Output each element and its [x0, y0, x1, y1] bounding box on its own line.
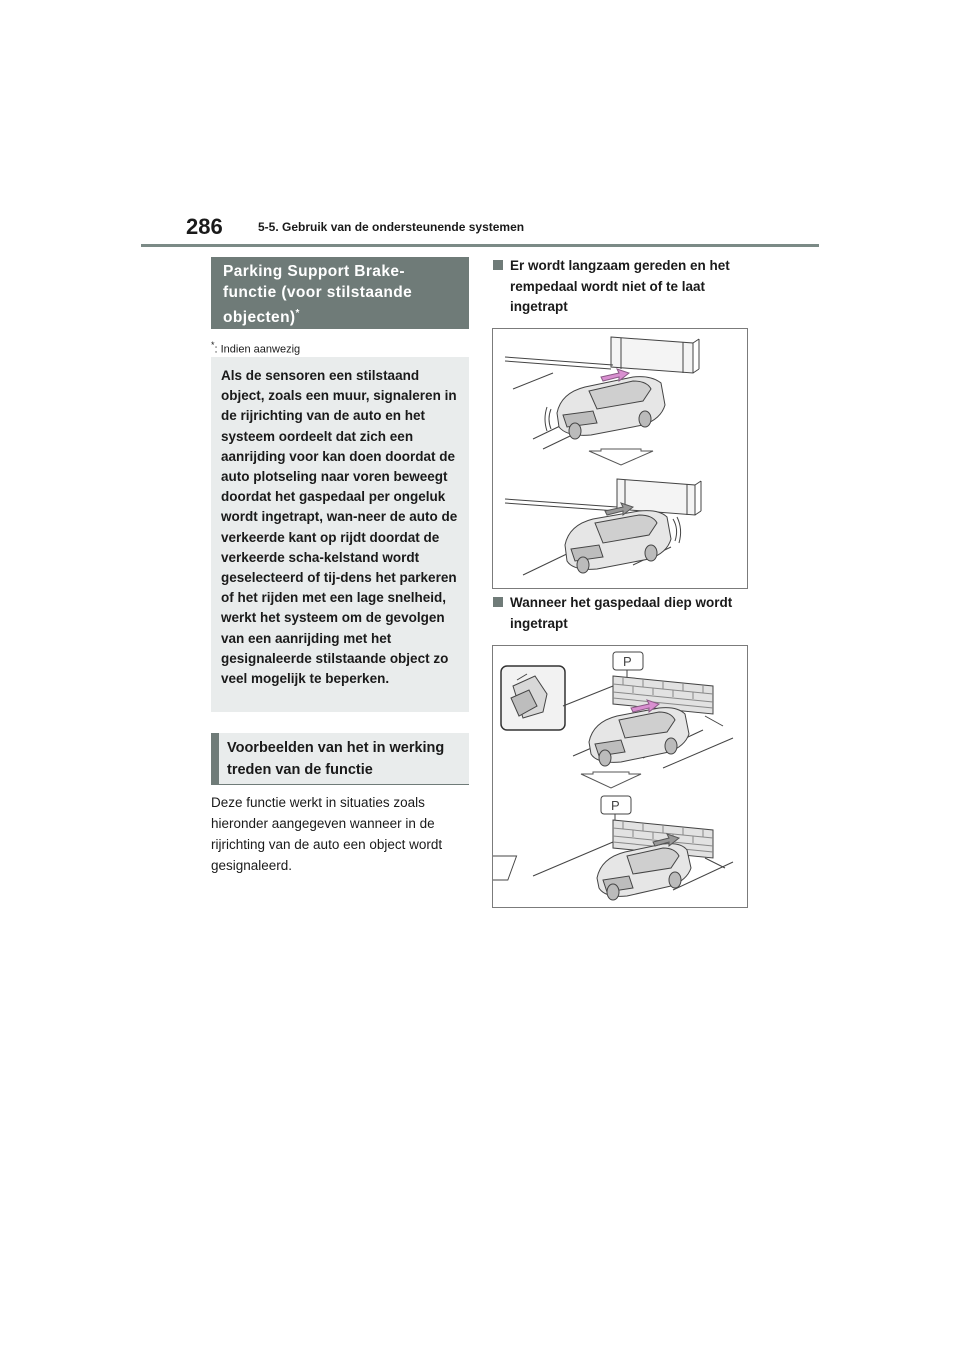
- bullet-square-icon: [493, 597, 503, 607]
- figure-slow-driving: [492, 328, 748, 589]
- main-heading: [211, 257, 469, 329]
- page-number: 286: [186, 214, 223, 239]
- item-heading-accelerator: [493, 593, 753, 634]
- footnote: [211, 340, 300, 356]
- item-heading-slow-driving: [493, 256, 753, 318]
- sub-heading: Voorbeelden van het in werking treden van de functie: [211, 733, 469, 785]
- figure-accelerator: [492, 645, 748, 908]
- footnote-text: : Indien aanwezig: [214, 343, 301, 356]
- intro-box: [211, 357, 469, 712]
- footnote-mark: *: [211, 340, 215, 350]
- item-label: Wanneer het gaspedaal diep wordt ingetrapt: [510, 595, 733, 631]
- bullet-square-icon: [493, 260, 503, 270]
- svg-text:P: P: [623, 654, 632, 669]
- illustration-parking-pedal: [493, 646, 747, 907]
- item-label: Er wordt langzaam gereden en het rempedaal wordt niet of te laat ingetrapt: [510, 258, 730, 314]
- header-rule: [141, 244, 819, 247]
- section-title: 5-5. Gebruik van de ondersteunende systemen: [258, 220, 525, 234]
- illustration-car-wall: [493, 329, 747, 588]
- body-text: Deze functie werkt in situaties zoals hieronder aangegeven wanneer in de rijrichting van de auto een object wordt gesignaleerd.: [211, 795, 443, 873]
- svg-text:P: P: [611, 798, 620, 813]
- main-heading-text: Parking Support Brake-functie (voor stilstaande objecten): [223, 263, 413, 327]
- main-heading-asterisk: *: [295, 308, 300, 319]
- intro-text: Als de sensoren een stilstaand object, zoals een muur, signaleren in de rijrichting van de auto en het systeem oordeelt dat zich een aanrijding voor kan doen doordat de auto plotseling naar voren beweegt doordat het gaspedaal per ongeluk wordt ingetrapt, wan-neer de auto de verkeerde kant op rijdt doordat de verkeerde scha-kelstand wordt geselecteerd of tij-dens het parkeren of het rijden met een lage snelheid, werkt het systeem om de gevolgen van een aanrijding met het gesignaleerde stilstaande object zo veel mogelijk te beperken.: [221, 368, 458, 687]
